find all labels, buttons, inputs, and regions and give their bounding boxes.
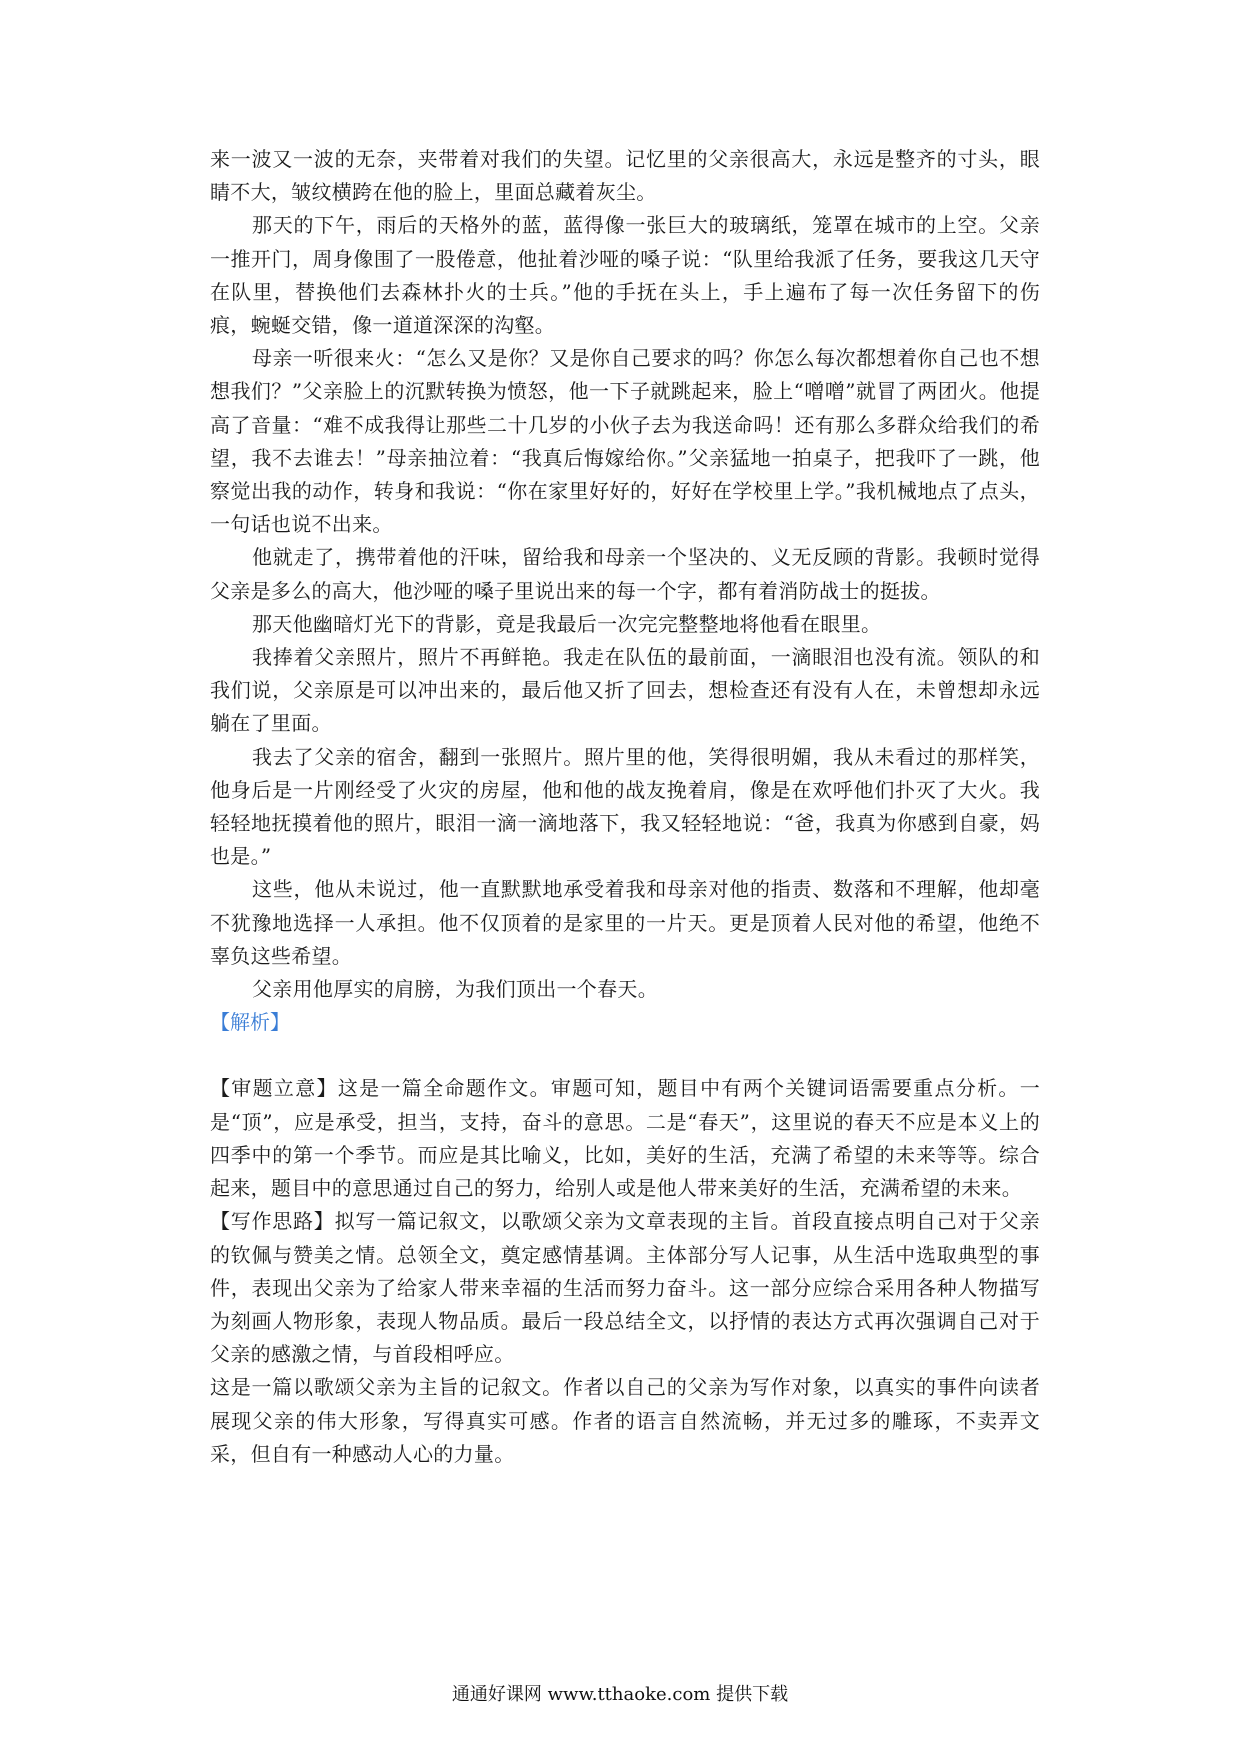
article-paragraph: 母亲一听很来火：“怎么又是你？又是你自己要求的吗？你怎么每次都想着你自己也不想想我们？”父亲脸上的沉默转换为愤怒，他一下子就跳起来，脸上“噌噌”就冒了两团火。他提高了音量：“难不成我得让那些二十几岁的小伙子去为我送命吗！还有那么多群众给我们的希望，我不去谁去！”母亲抽泣着：“我真后悔嫁给你。”父亲猛地一拍桌子，把我吓了一跳，他察觉出我的动作，转身和我说：“你在家里好好的，好好在学校里上学。”我机械地点了点头，一句话也说不出来。 [210,346,1040,537]
analysis-approach-paragraph: 【写作思路】拟写一篇记叙文，以歌颂父亲为文章表现的主旨。首段直接点明自己对于父亲的钦佩与赞美之情。总领全文，奠定感情基调。主体部分写人记事，从生活中选取典型的事件，表现出父亲为了给家人带来幸福的生活而努力奋斗。这一部分应综合采用各种人物描写为刻画人物形象，表现人物品质。最后一段总结全文，以抒情的表达方式再次强调自己对于父亲的感激之情，与首段相呼应。 [210,1209,1040,1367]
article-paragraph: 他就走了，携带着他的汗味，留给我和母亲一个坚决的、义无反顾的背影。我顿时觉得父亲是多么的高大，他沙哑的嗓子里说出来的每一个字，都有着消防战士的挺拔。 [210,545,1040,603]
document-page [210,143,1040,1471]
analysis-heading: 【解析】 [210,1010,290,1035]
article-paragraph: 我捧着父亲照片，照片不再鲜艳。我走在队伍的最前面，一滴眼泪也没有流。领队的和我们说，父亲原是可以冲出来的，最后他又折了回去，想检查还有没有人在，未曾想却永远躺在了里面。 [210,645,1040,736]
analysis-topic-paragraph: 【审题立意】这是一篇全命题作文。审题可知，题目中有两个关键词语需要重点分析。一是“顶”，应是承受，担当，支持，奋斗的意思。二是“春天”，这里说的春天不应是本义上的四季中的第一个季节。而应是其比喻义，比如，美好的生活，充满了希望的未来等等。综合起来，题目中的意思通过自己的努力，给别人或是他人带来美好的生活，充满希望的未来。 [210,1076,1040,1201]
blank-line [210,1039,1040,1072]
article-paragraph: 这些，他从未说过，他一直默默地承受着我和母亲对他的指责、数落和不理解，他却毫不犹豫地选择一人承担。他不仅顶着的是家里的一片天。更是顶着人民对他的希望，他绝不辜负这些希望。 [210,877,1040,968]
article-paragraph-final: 父亲用他厚实的肩膀，为我们顶出一个春天。 [252,977,658,1002]
article-paragraph: 那天他幽暗灯光下的背影，竟是我最后一次完完整整地将他看在眼里。 [252,611,882,636]
article-paragraph: 我去了父亲的宿舍，翻到一张照片。照片里的他，笑得很明媚，我从未看过的那样笑，他身后是一片刚经受了火灾的房屋，他和他的战友挽着肩，像是在欢呼他们扑灭了大火。我轻轻地抚摸着他的照片，眼泪一滴一滴地落下，我又轻轻地说：“爸，我真为你感到自豪，妈也是。” [210,744,1040,869]
article-paragraph: 那天的下午，雨后的天格外的蓝，蓝得像一张巨大的玻璃纸，笼罩在城市的上空。父亲一推开门，周身像围了一股倦意，他扯着沙哑的嗓子说：“队里给我派了任务，要我这几天守在队里，替换他们去森林扑火的士兵。”他的手抚在头上，手上遍布了每一次任务留下的伤痕，蜿蜒交错，像一道道深深的沟壑。 [210,213,1040,338]
article-paragraph-continued: 来一波又一波的无奈，夹带着对我们的失望。记忆里的父亲很高大，永远是整齐的寸头，眼睛不大，皱纹横跨在他的脸上，里面总藏着灰尘。 [210,147,1040,205]
page-footer: 通通好课网 www.tthaoke.com 提供下载 [451,1684,789,1705]
analysis-summary-paragraph: 这是一篇以歌颂父亲为主旨的记叙文。作者以自己的父亲为写作对象，以真实的事件向读者展现父亲的伟大形象，写得真实可感。作者的语言自然流畅，并无过多的雕琢，不卖弄文采，但自有一种感动人心的力量。 [210,1375,1040,1466]
